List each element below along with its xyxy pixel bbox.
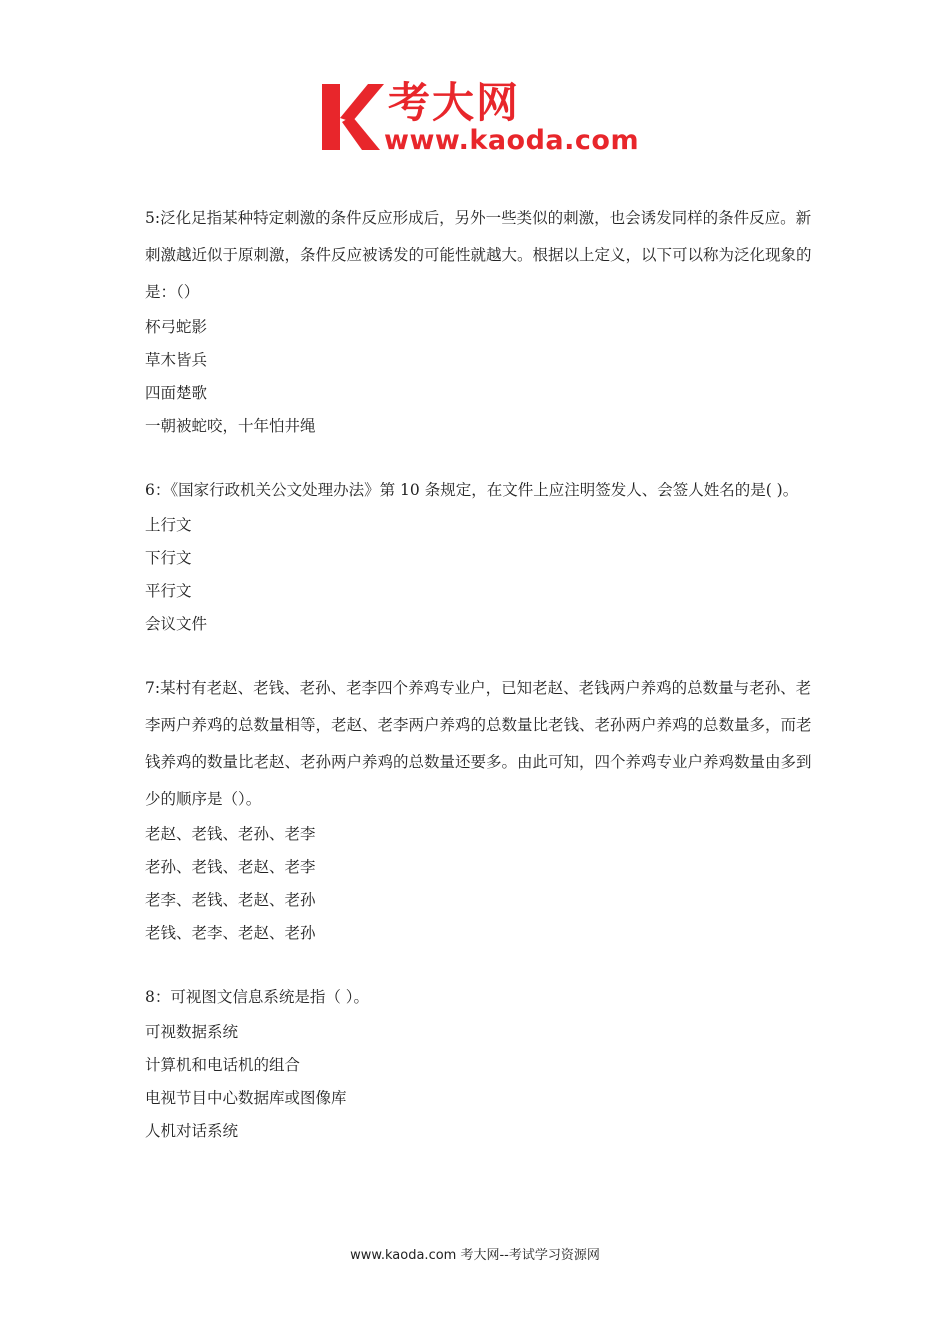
option-b: 草木皆兵 — [145, 351, 208, 369]
option-a: 杯弓蛇影 — [145, 318, 208, 336]
question-stem: 6：《国家行政机关公文处理办法》第 10 条规定，在文件上应注明签发人、会签人姓名的是( )。 — [145, 481, 799, 499]
question-stem: 8：可视图文信息系统是指（ ）。 — [145, 988, 370, 1006]
question-stem: 5:泛化足指某种特定刺激的条件反应形成后，另外一些类似的刺激，也会诱发同样的条件反应。新刺激越近似于原刺激，条件反应被诱发的可能性就越大。根据以上定义，以下可以称为泛化现象的是：（） — [145, 209, 812, 301]
k-logo-icon — [318, 82, 384, 152]
page-footer: www.kaoda.com 考大网--考试学习资源网 — [350, 1248, 600, 1263]
option-a: 老赵、老钱、老孙、老李 — [145, 825, 316, 843]
question-5 — [145, 200, 817, 443]
option-a: 可视数据系统 — [145, 1023, 239, 1041]
option-d: 人机对话系统 — [145, 1122, 239, 1140]
question-list — [145, 200, 817, 1177]
option-c: 电视节目中心数据库或图像库 — [145, 1089, 347, 1107]
question-8 — [145, 979, 817, 1148]
site-logo — [318, 80, 638, 158]
option-d: 会议文件 — [145, 615, 208, 633]
logo-brand-url: www.kaoda.com — [384, 125, 640, 156]
option-d: 老钱、老李、老赵、老孙 — [145, 924, 316, 942]
option-a: 上行文 — [145, 516, 192, 534]
question-stem: 7:某村有老赵、老钱、老孙、老李四个养鸡专业户，已知老赵、老钱两户养鸡的总数量与老孙、老李两户养鸡的总数量相等，老赵、老李两户养鸡的总数量比老钱、老孙两户养鸡的总数量多，而老钱养鸡的数量比老赵、老孙两户养鸡的总数量还要多。由此可知，四个养鸡专业户养鸡数量由多到少的顺序是（）。 — [145, 679, 812, 808]
option-c: 老李、老钱、老赵、老孙 — [145, 891, 316, 909]
option-b: 老孙、老钱、老赵、老李 — [145, 858, 316, 876]
question-7 — [145, 670, 817, 950]
option-b: 计算机和电话机的组合 — [145, 1056, 301, 1074]
option-d: 一朝被蛇咬，十年怕井绳 — [145, 417, 316, 435]
logo-brand-cn: 考大网 — [388, 78, 521, 127]
question-6 — [145, 472, 817, 641]
option-b: 下行文 — [145, 549, 192, 567]
option-c: 平行文 — [145, 582, 192, 600]
option-c: 四面楚歌 — [145, 384, 208, 402]
